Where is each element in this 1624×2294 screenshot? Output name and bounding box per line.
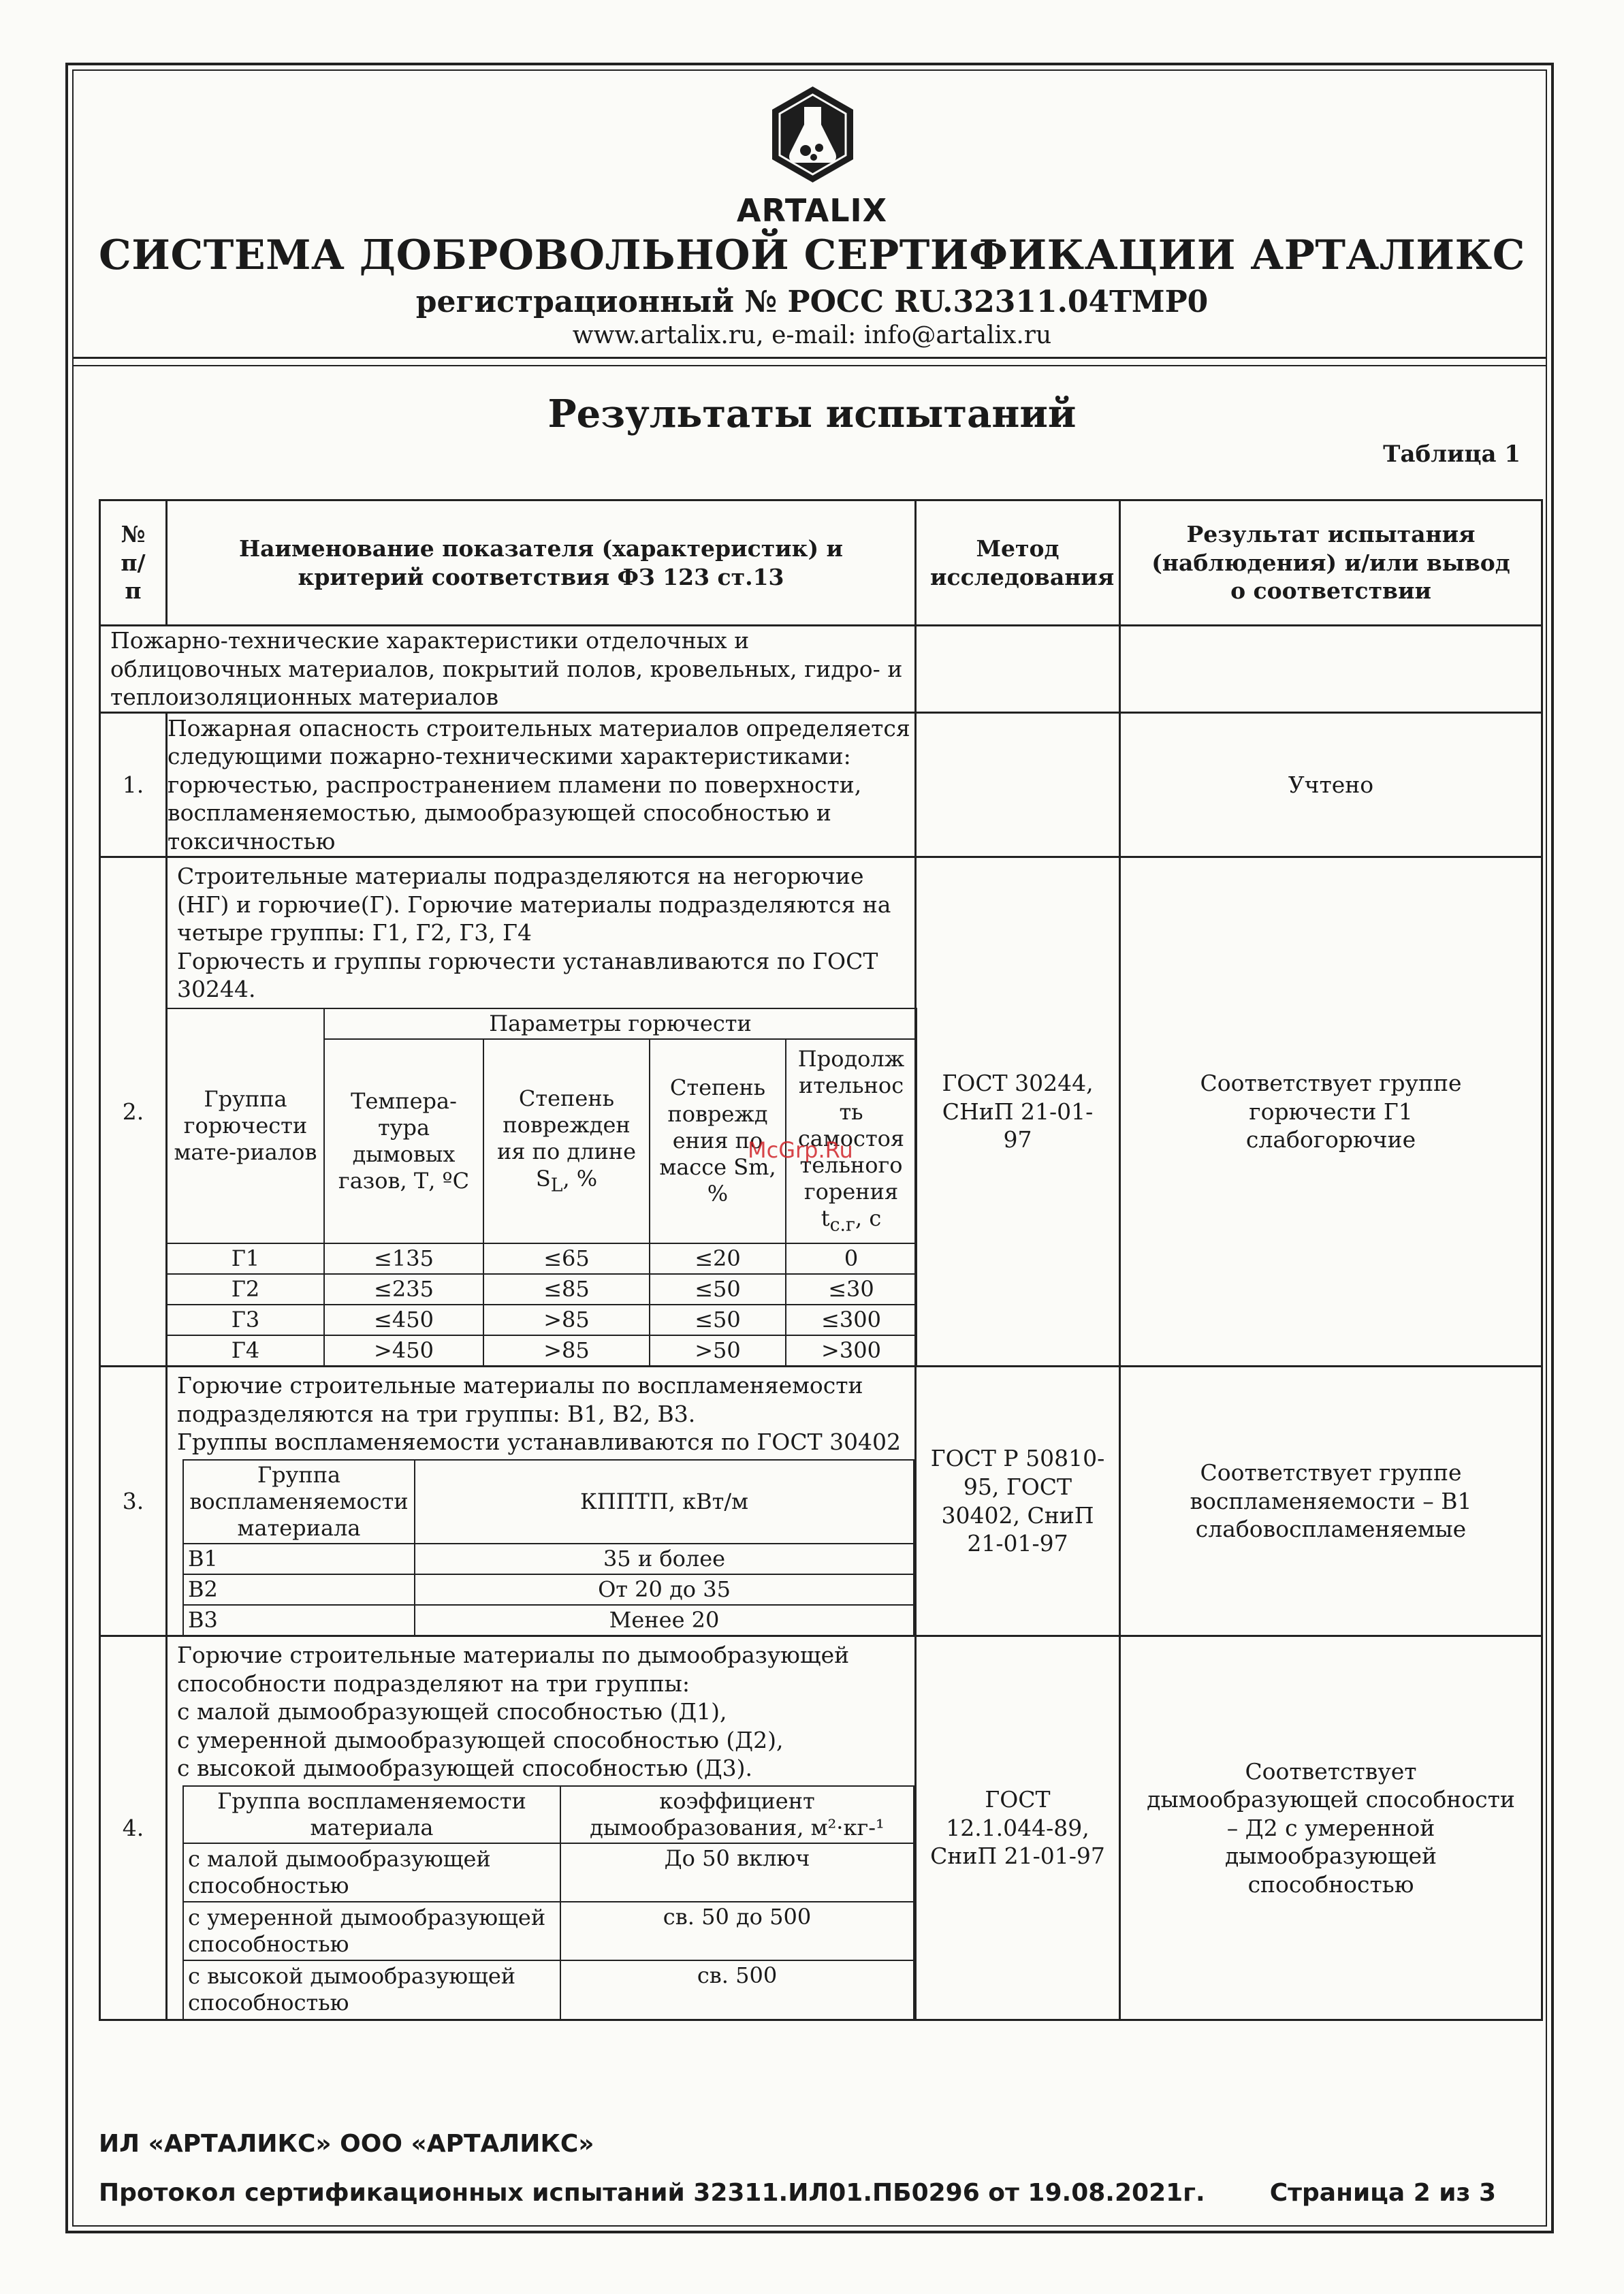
header-name: Наименование показателя (характеристик) и критерий соответствия ФЗ 123 ст.13 bbox=[167, 500, 916, 626]
combustibility-table bbox=[168, 1008, 917, 1365]
ignitability-table bbox=[182, 1459, 914, 1635]
row3-text: Горючие строительные материалы по воспламеняемости подразделяются на три группы: В1, В2, В3. bbox=[177, 1372, 863, 1427]
ign-row-b2: В2 От 20 до 35 bbox=[183, 1574, 914, 1605]
row1-num: 1. bbox=[100, 713, 167, 857]
table-header-row bbox=[100, 500, 1542, 626]
comb-params-header: Параметры горючести bbox=[324, 1008, 917, 1039]
table-row-2 bbox=[100, 857, 1542, 1367]
row2-content bbox=[167, 857, 916, 1367]
smoke-row-high: с высокой дымообразующей способностью св. 500 bbox=[183, 1960, 914, 2019]
footer-lab-name: ИЛ «АРТАЛИКС» ООО «АРТАЛИКС» bbox=[99, 2130, 594, 2158]
footer-protocol: Протокол сертификационных испытаний 32311.ИЛ01.ПБ0296 от 19.08.2021г. bbox=[99, 2179, 1205, 2207]
smoke-header-group: Группа воспламеняемости материала bbox=[183, 1786, 560, 1843]
row4-method: ГОСТ 12.1.044-89, СниП 21-01-97 bbox=[916, 1636, 1120, 2020]
row2-result-text: Соответствует группе горючести Г1 bbox=[1200, 1070, 1462, 1125]
row2-method: ГОСТ 30244, СНиП 21-01-97 bbox=[916, 857, 1120, 1367]
comb-row-g2: Г2 ≤235 ≤85 ≤50 ≤30 bbox=[168, 1274, 917, 1305]
row4-text-line-4: с высокой дымообразующей способностью (Д3). bbox=[177, 1755, 753, 1782]
row4-text-line-3: с умеренной дымообразующей способностью (Д2), bbox=[177, 1726, 784, 1753]
comb-col-time: Продолж ительнос ть самостоя тельного горения $t_{с.г}$, с bbox=[786, 1039, 917, 1243]
table-row-1 bbox=[100, 713, 1542, 857]
header-method: Метод исследования bbox=[916, 500, 1120, 626]
row3-content bbox=[167, 1367, 916, 1636]
row4-num: 4. bbox=[100, 1636, 167, 2020]
smoke-table bbox=[182, 1785, 914, 2019]
section-title: Пожарно-технические характеристики отделочных и облицовочных материалов, покрытий полов, кровельных, гидро- и теплоизоляционных материалов bbox=[100, 626, 916, 713]
row4-result: Соответствует дымообразующей способности – Д2 с умеренной дымообразующей способностью bbox=[1120, 1636, 1542, 2020]
comb-row-g3: Г3 ≤450 >85 ≤50 ≤300 bbox=[168, 1305, 917, 1335]
ign-header-group: Группа воспламеняемости материала bbox=[183, 1460, 415, 1544]
row2-result bbox=[1120, 857, 1542, 1367]
section-method bbox=[916, 626, 1120, 713]
registration-number: регистрационный № РОСС RU.32311.04ТМР0 bbox=[415, 285, 1209, 319]
smoke-row-low: с малой дымообразующей способностью До 50 включ bbox=[183, 1843, 914, 1902]
comb-group-header: Группа горючести мате-риалов bbox=[168, 1008, 324, 1243]
comb-row-g1: Г1 ≤135 ≤65 ≤20 0 bbox=[168, 1243, 917, 1274]
table-row-3 bbox=[100, 1367, 1542, 1636]
comb-col-temp: Темпера-тура дымовых газов, Т, ºС bbox=[324, 1039, 483, 1243]
document-title: Результаты испытаний bbox=[547, 392, 1077, 436]
row2-num: 2. bbox=[100, 857, 167, 1367]
section-row bbox=[100, 626, 1542, 713]
row2-result-text2: слабогорючие bbox=[1245, 1126, 1416, 1153]
row3-method: ГОСТ Р 50810-95, ГОСТ 30402, СниП 21-01-97 bbox=[916, 1367, 1120, 1636]
header-result: Результат испытания (наблюдения) и/или вывод о соответствии bbox=[1120, 500, 1542, 626]
comb-col-length: Степень поврежден ия по длине $S_L$, % bbox=[483, 1039, 650, 1243]
contacts: www.artalix.ru, e-mail: info@artalix.ru bbox=[572, 321, 1052, 349]
row4-content bbox=[167, 1636, 916, 2020]
ign-row-b3: В3 Менее 20 bbox=[183, 1605, 914, 1635]
artalix-logo-icon bbox=[770, 85, 855, 184]
smoke-header-coef: коэффициент дымообразования, м²·кг-¹ bbox=[560, 1786, 914, 1843]
row1-text: Пожарная опасность строительных материалов определяется следующими пожарно-техническими характеристиками: горючестью, распространением пламени по поверхности, воспламеняемостью, дымообразующей способностью и токсичностью bbox=[167, 713, 916, 857]
footer-page-number: Страница 2 из 3 bbox=[1269, 2179, 1496, 2207]
header-num: № п/ п bbox=[100, 500, 167, 626]
header-divider bbox=[72, 357, 1547, 359]
table-row-4 bbox=[100, 1636, 1542, 2020]
header-divider-inner bbox=[72, 365, 1547, 366]
ign-row-b1: В1 35 и более bbox=[183, 1544, 914, 1574]
row3-text2: Группы воспламеняемости устанавливаются по ГОСТ 30402 bbox=[177, 1429, 902, 1456]
watermark-text: McGrp.Ru bbox=[748, 1137, 853, 1163]
row3-num: 3. bbox=[100, 1367, 167, 1636]
brand-name: ARTALIX bbox=[736, 192, 888, 229]
ign-header-kpptp: КППТП, кВт/м bbox=[415, 1460, 914, 1544]
row4-text-line-1: Горючие строительные материалы по дымообразующей способности подразделяют на три группы: bbox=[177, 1641, 850, 1697]
table-label: Таблица 1 bbox=[1383, 441, 1520, 468]
row1-result: Учтено bbox=[1120, 713, 1542, 857]
comb-row-g4: Г4 >450 >85 >50 >300 bbox=[168, 1335, 917, 1365]
comb-col-mass: Степень поврежд ения по массе Sm, % bbox=[650, 1039, 786, 1243]
row2-text: Строительные материалы подразделяются на негорючие (НГ) и горючие(Г). Горючие материалы подразделяются на четыре группы: Г1, Г2, Г3, Г4 bbox=[177, 863, 891, 946]
system-title: СИСТЕМА ДОБРОВОЛЬНОЙ СЕРТИФИКАЦИИ АРТАЛИКС bbox=[99, 232, 1525, 279]
row1-method bbox=[916, 713, 1120, 857]
row2-text2: Горючесть и группы горючести устанавливаются по ГОСТ 30244. bbox=[177, 947, 878, 1003]
smoke-row-moderate: с умеренной дымообразующей способностью св. 50 до 500 bbox=[183, 1902, 914, 1960]
row3-result: Соответствует группе воспламеняемости – В1 слабовоспламеняемые bbox=[1120, 1367, 1542, 1636]
row4-text-line-2: с малой дымообразующей способностью (Д1), bbox=[177, 1698, 727, 1725]
results-table bbox=[99, 499, 1543, 2021]
section-result bbox=[1120, 626, 1542, 713]
